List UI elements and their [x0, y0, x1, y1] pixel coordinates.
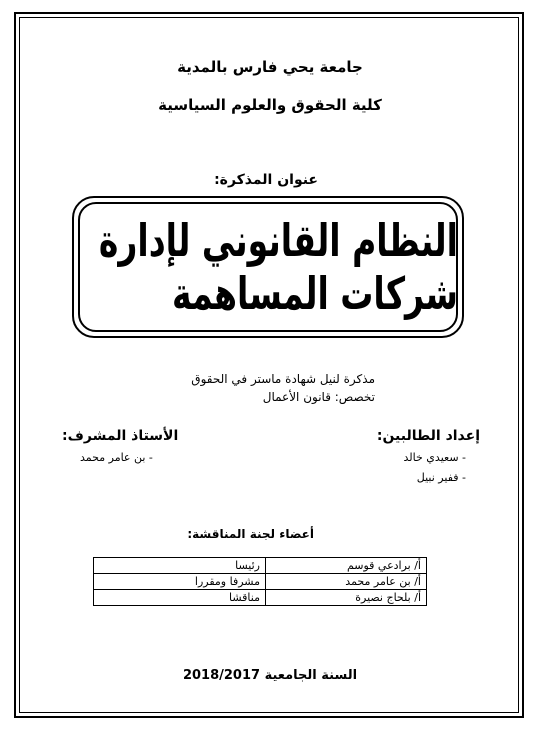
student-name: - سعيدي خالد: [403, 451, 466, 464]
memo-title-label: عنوان المذكرة:: [214, 172, 318, 188]
table-row: [94, 590, 427, 606]
table-row: [94, 574, 427, 590]
member-role: رئيسا: [94, 558, 266, 574]
member-name: أ/ برادعي قوسم: [266, 558, 427, 574]
specialty-line: تخصص: قانون الأعمال: [262, 390, 375, 404]
supervisor-name: - بن عامر محمد: [80, 451, 153, 464]
memo-title: النظام القانوني لإدارة شركات المساهمة: [98, 214, 458, 320]
member-role: مشرفا ومقررا: [94, 574, 266, 590]
member-role: مناقشا: [94, 590, 266, 606]
member-name: أ/ بن عامر محمد: [266, 574, 427, 590]
committee-table: [93, 557, 427, 606]
faculty-name: كلية الحقوق والعلوم السياسية: [158, 96, 382, 114]
student-name: - ففير نبيل: [416, 471, 466, 484]
committee-heading: أعضاء لجنة المناقشة:: [187, 527, 314, 541]
table-row: [94, 558, 427, 574]
supervisor-heading: الأستاذ المشرف:: [62, 428, 179, 444]
students-heading: إعداد الطالبين:: [376, 428, 480, 444]
member-name: أ/ بلحاج نصيرة: [266, 590, 427, 606]
academic-year: السنة الجامعية 2018/2017: [182, 668, 358, 683]
university-name: جامعة يحي فارس بالمدية: [177, 58, 363, 76]
degree-line: مذكرة لنيل شهادة ماستر في الحقوق: [191, 372, 375, 386]
page-border-inner: [19, 17, 519, 713]
